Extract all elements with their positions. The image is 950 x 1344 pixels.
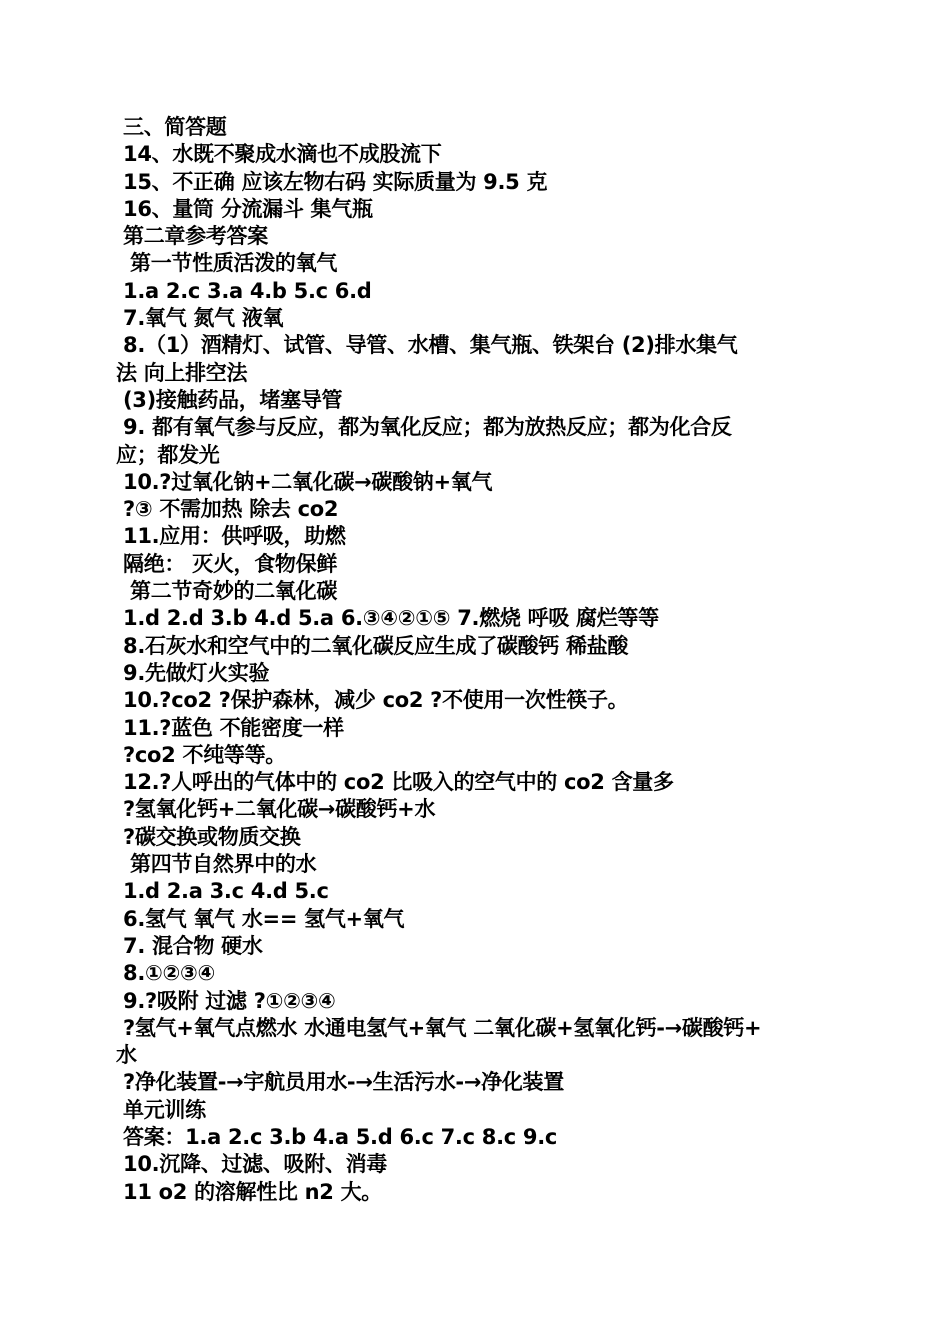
- answer-line: (3)接触药品，堵塞导管: [116, 387, 343, 412]
- answer-line: 14、水既不聚成水滴也不成股流下: [116, 142, 442, 167]
- answer-line: 9.?吸附 过滤 ?①②③④: [116, 988, 336, 1013]
- answer-line: 10.?co2 ?保护森林，减少 co2 ?不使用一次性筷子。: [116, 688, 629, 713]
- answer-line: 1.a 2.c 3.a 4.b 5.c 6.d: [116, 278, 372, 303]
- answer-line: 隔绝： 灭火，食物保鲜: [116, 551, 338, 576]
- answer-line: ?co2 不纯等等。: [116, 742, 286, 767]
- answer-line: ?碳交换或物质交换: [116, 824, 301, 849]
- section-heading: 三、简答题: [116, 115, 227, 139]
- unit-heading: 单元训练: [116, 1097, 206, 1122]
- answer-line: 11.?蓝色 不能密度一样: [116, 715, 344, 740]
- answer-line: ?氢气+氧气点燃水 水通电氢气+氧气 二氧化碳+氢氧化钙-→碳酸钙+: [116, 1015, 762, 1040]
- answer-line: 1.d 2.a 3.c 4.d 5.c: [116, 879, 329, 904]
- subsection-heading: 第二节奇妙的二氧化碳: [116, 579, 338, 604]
- answer-line: ?③ 不需加热 除去 co2: [116, 497, 339, 522]
- answer-line: 9. 都有氧气参与反应，都为氧化反应；都为放热反应；都为化合反: [116, 415, 732, 440]
- answer-line: 15、不正确 应该左物右码 实际质量为 9.5 克: [116, 169, 548, 194]
- answer-line: 11 o2 的溶解性比 n2 大。: [116, 1179, 382, 1204]
- subsection-heading: 第一节性质活泼的氧气: [116, 251, 338, 276]
- answer-line: 7. 混合物 硬水: [116, 933, 263, 958]
- answer-line: 应；都发光: [116, 442, 220, 467]
- answer-line: 8.①②③④: [116, 961, 215, 986]
- answer-line: 答案：1.a 2.c 3.b 4.a 5.d 6.c 7.c 8.c 9.c: [116, 1124, 558, 1149]
- answer-line: 8.石灰水和空气中的二氧化碳反应生成了碳酸钙 稀盐酸: [116, 633, 629, 658]
- answer-line: 12.?人呼出的气体中的 co2 比吸入的空气中的 co2 含量多: [116, 770, 674, 795]
- subsection-heading: 第四节自然界中的水: [116, 852, 317, 877]
- answer-line: 10.?过氧化钠+二氧化碳→碳酸钠+氧气: [116, 469, 493, 494]
- chapter-heading: 第二章参考答案: [116, 224, 268, 249]
- answer-line: 水: [116, 1043, 137, 1068]
- answer-line: 6.氢气 氧气 水== 氢气+氧气: [116, 906, 405, 931]
- answer-line: 9.先做灯火实验: [116, 660, 270, 685]
- answer-line: 11.应用：供呼吸，助燃: [116, 524, 346, 549]
- answer-line: 16、量筒 分流漏斗 集气瓶: [116, 196, 373, 221]
- answer-line: 10.沉降、过滤、吸附、消毒: [116, 1152, 388, 1177]
- answer-line: 1.d 2.d 3.b 4.d 5.a 6.③④②①⑤ 7.燃烧 呼吸 腐烂等等: [116, 606, 659, 631]
- answer-line: 7.氧气 氮气 液氧: [116, 306, 284, 331]
- answer-text-block: [116, 114, 836, 1206]
- answer-line: ?净化装置-→宇航员用水-→生活污水-→净化装置: [116, 1070, 564, 1095]
- answer-line: 法 向上排空法: [116, 360, 248, 385]
- answer-line: 8.（1）酒精灯、试管、导管、水槽、集气瓶、铁架台 (2)排水集气: [116, 333, 738, 358]
- answer-line: ?氢氧化钙+二氧化碳→碳酸钙+水: [116, 797, 436, 822]
